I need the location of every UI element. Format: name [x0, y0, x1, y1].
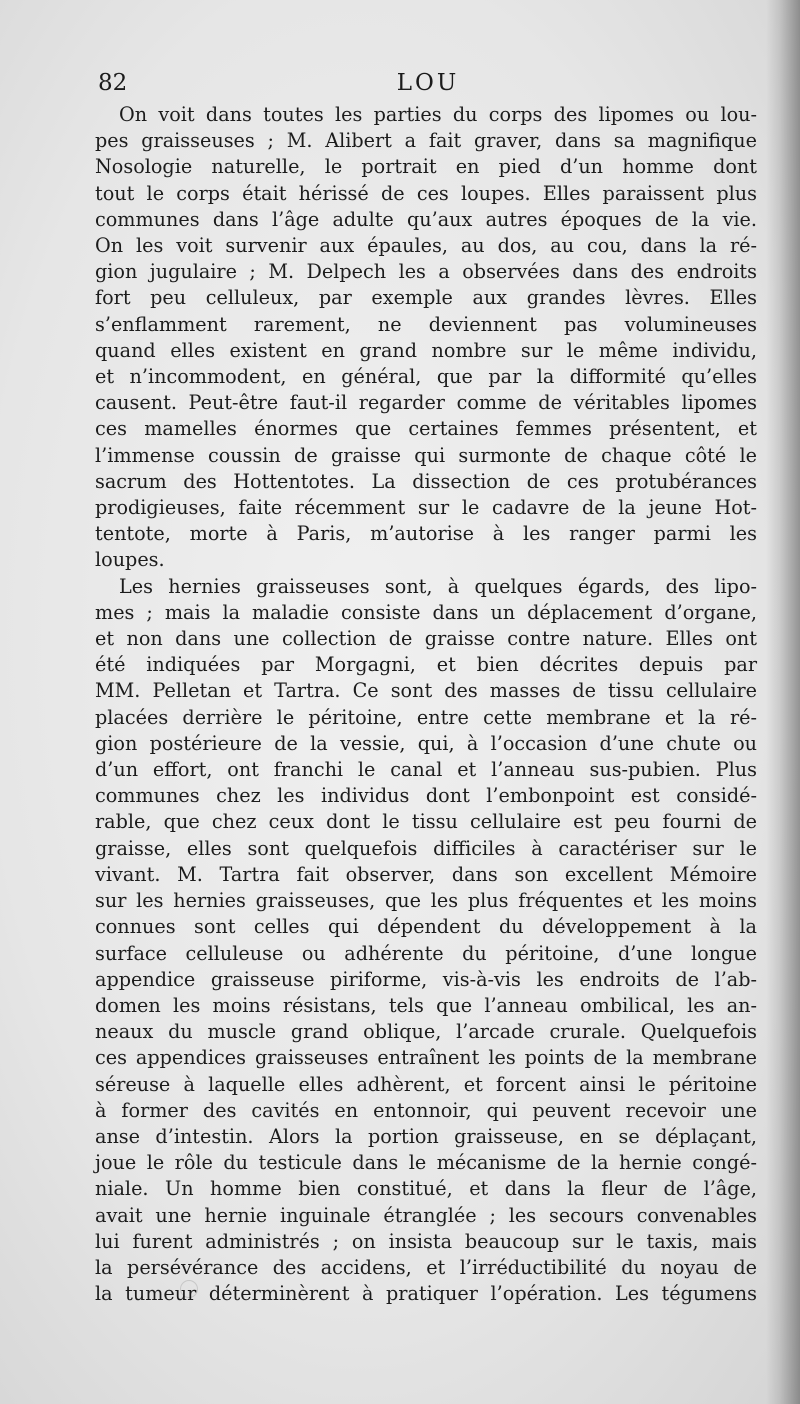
page-gutter-shadow [766, 0, 800, 1404]
paragraph-lipomes [95, 102, 757, 574]
text-line: s’enflamment rarement, ne deviennent pas volumineuses [95, 312, 757, 336]
text-line: mes ; mais la maladie consiste dans un déplacement d’organe, [95, 600, 757, 624]
text-line: la tumeur déterminèrent à pratiquer l’opération. Les tégumens [95, 1282, 757, 1306]
text-line: domen les moins résistans, tels que l’anneau ombilical, les an- [95, 993, 757, 1017]
text-line: et n’incommodent, en général, que par la difformité qu’elles [95, 365, 757, 389]
text-line: Les hernies graisseuses sont, à quelques égards, des lipo- [119, 574, 757, 598]
text-line: tentote, morte à Paris, m’autorise à les ranger parmi les [95, 522, 757, 546]
ink-smudge [180, 1280, 198, 1298]
text-line: graisse, elles sont quelquefois difficiles à caractériser sur le [95, 836, 757, 860]
text-line: appendice graisseuse piriforme, vis-à-vis les endroits de l’ab- [95, 967, 757, 991]
text-line: causent. Peut-être faut-il regarder comme de véritables lipomes [95, 391, 757, 415]
text-line: la persévérance des accidens, et l’irréductibilité du noyau de [95, 1255, 757, 1279]
text-line: connues sont celles qui dépendent du développement à la [95, 915, 757, 939]
text-line: joue le rôle du testicule dans le mécanisme de la hernie congé- [95, 1151, 757, 1175]
paragraph-hernies-graisseuses [95, 574, 757, 1308]
text-line: placées derrière le péritoine, entre cette membrane et la ré- [95, 705, 757, 729]
text-line: d’un effort, ont franchi le canal et l’anneau sus-pubien. Plus [95, 758, 757, 782]
running-head: LOU [396, 70, 460, 96]
text-line: surface celluleuse ou adhérente du péritoine, d’une longue [95, 941, 757, 965]
text-line: gion postérieure de la vessie, qui, à l’occasion d’une chute ou [95, 731, 757, 755]
text-line: ces mamelles énormes que certaines femmes présentent, et [95, 417, 757, 441]
text-line: et non dans une collection de graisse contre nature. Elles ont [95, 627, 757, 651]
text-line: quand elles existent en grand nombre sur le même individu, [95, 338, 757, 362]
text-line: sur les hernies graisseuses, que les plus fréquentes et les moins [95, 889, 757, 913]
text-line: lui furent administrés ; on insista beaucoup sur le taxis, mais [95, 1229, 757, 1253]
text-line: anse d’intestin. Alors la portion graisseuse, en se déplaçant, [95, 1124, 757, 1148]
text-line: pes graisseuses ; M. Alibert a fait graver, dans sa magnifique [95, 129, 757, 153]
text-line: vivant. M. Tartra fait observer, dans son excellent Mémoire [95, 862, 757, 886]
page-number: 82 [98, 70, 128, 96]
text-line: été indiquées par Morgagni, et bien décrites depuis par [95, 653, 757, 677]
page-header [98, 66, 758, 100]
text-line: l’immense coussin de graisse qui surmonte de chaque côté le [95, 443, 757, 467]
text-line: séreuse à laquelle elles adhèrent, et forcent ainsi le péritoine [95, 1072, 757, 1096]
body-text [95, 102, 757, 1307]
text-line: MM. Pelletan et Tartra. Ce sont des masses de tissu cellulaire [95, 679, 757, 703]
text-line: niale. Un homme bien constitué, et dans la fleur de l’âge, [95, 1177, 757, 1201]
text-line: sacrum des Hottentotes. La dissection de ces protubérances [95, 469, 757, 493]
text-line: à former des cavités en entonnoir, qui peuvent recevoir une [95, 1098, 757, 1122]
text-line: ces appendices graisseuses entraînent les points de la membrane [95, 1046, 757, 1070]
text-line: rable, que chez ceux dont le tissu cellulaire est peu fourni de [95, 810, 757, 834]
text-line: prodigieuses, faite récemment sur le cadavre de la jeune Hot- [95, 496, 757, 520]
text-line: communes dans l’âge adulte qu’aux autres époques de la vie. [95, 207, 757, 231]
text-line: On voit dans toutes les parties du corps des lipomes ou lou- [119, 103, 757, 126]
text-line: avait une hernie inguinale étranglée ; les secours convenables [95, 1203, 757, 1227]
text-line: communes chez les individus dont l’embonpoint est considé- [95, 784, 757, 808]
text-line: fort peu celluleux, par exemple aux grandes lèvres. Elles [95, 286, 757, 310]
text-line: tout le corps était hérissé de ces loupes. Elles paraissent plus [95, 181, 757, 205]
text-line: neaux du muscle grand oblique, l’arcade crurale. Quelquefois [95, 1020, 757, 1044]
text-line: gion jugulaire ; M. Delpech les a observées dans des endroits [95, 260, 757, 284]
text-line: loupes. [95, 548, 165, 572]
text-line: On les voit survenir aux épaules, au dos, au cou, dans la ré- [95, 234, 757, 258]
text-line: Nosologie naturelle, le portrait en pied d’un homme dont [95, 155, 757, 179]
